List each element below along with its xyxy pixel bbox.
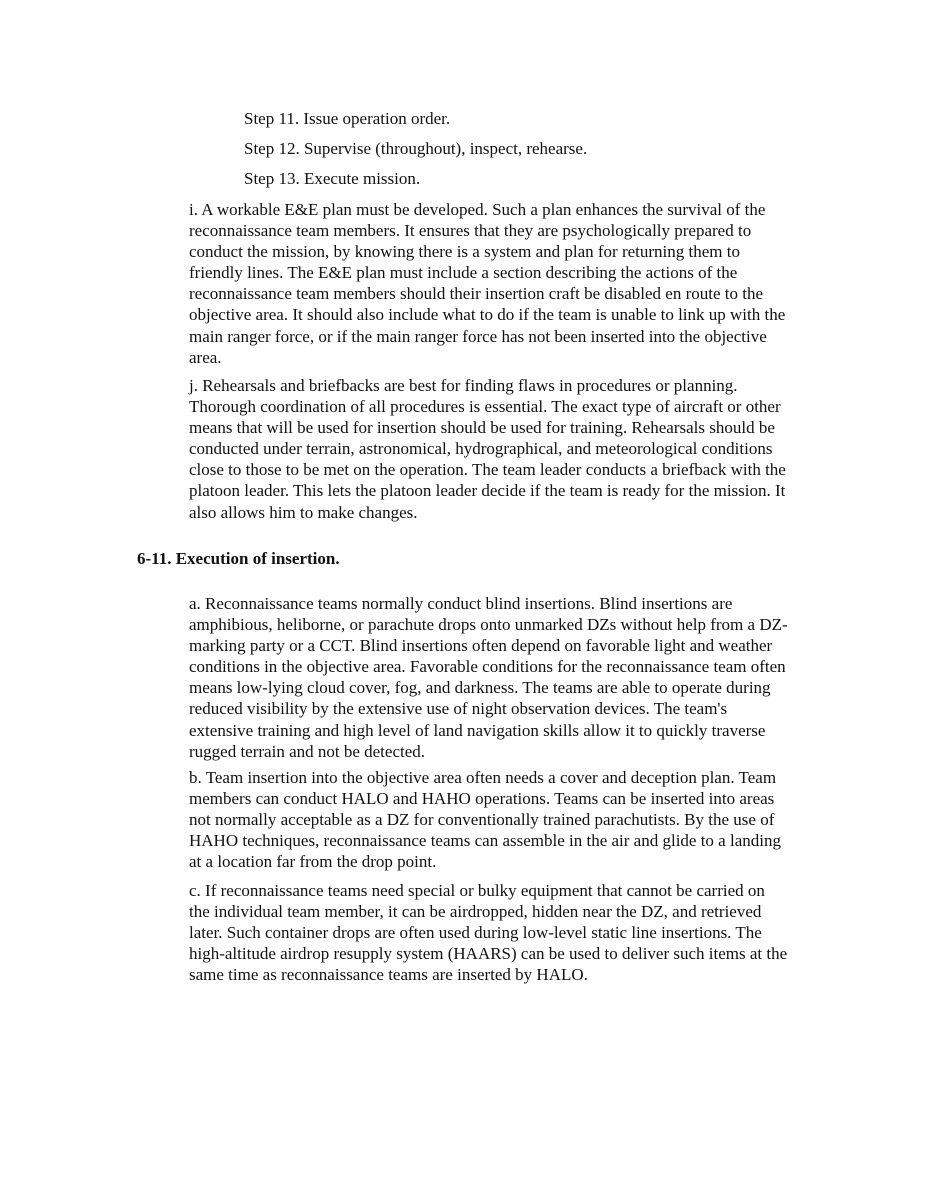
paragraph-a-block: [189, 593, 789, 762]
step-12: Step 12. Supervise (throughout), inspect, rehearse.: [244, 139, 588, 158]
paragraph-j-block: [189, 375, 789, 523]
paragraph-i: i. A workable E&E plan must be developed. Such a plan enhances the survival of the reconnaissance team members. It ensures that they are psychologically prepared to conduct the mission, by knowing there is a system and plan for returning them to friendly lines. The E&E plan must include a section describing the actions of the reconnaissance team members should their insertion craft be disabled en route to the objective area. It should also include what to do if the team is unable to link up with the main ranger force, or if the main ranger force has not been inserted into the objective area.: [189, 200, 786, 367]
paragraph-b-block: [189, 767, 789, 872]
paragraph-j: j. Rehearsals and briefbacks are best for finding flaws in procedures or planning. Thorough coordination of all procedures is essential. The exact type of aircraft or other means that will be used for insertion should be used for training. Rehearsals should be conducted under terrain, astronomical, hydrographical, and meteorological conditions close to those to be met on the operation. The team leader conducts a briefback with the platoon leader. This lets the platoon leader decide if the team is ready for the mission. It also allows him to make changes.: [189, 376, 786, 522]
paragraph-c: c. If reconnaissance teams need special or bulky equipment that cannot be carried on the individual team member, it can be airdropped, hidden near the DZ, and retrieved later. Such container drops are often used during low-level static line insertions. The high-altitude airdrop resupply system (HAARS) can be used to deliver such items at the same time as reconnaissance teams are inserted by HALO.: [189, 881, 788, 985]
paragraph-a: a. Reconnaissance teams normally conduct blind insertions. Blind insertions are amphibious, heliborne, or parachute drops onto unmarked DZs without help from a DZ-marking party or a CCT. Blind insertions often depend on favorable light and weather conditions in the objective area. Favorable conditions for the reconnaissance team often means low-lying cloud cover, fog, and darkness. The teams are able to operate during reduced visibility by the extensive use of night observation devices. The team's extensive training and high level of land navigation skills allow it to quickly traverse rugged terrain and not be detected.: [189, 594, 788, 761]
paragraph-i-block: [189, 199, 789, 368]
step-11: Step 11. Issue operation order.: [244, 109, 451, 128]
section-heading: 6-11. Execution of insertion.: [137, 549, 340, 568]
step-13: Step 13. Execute mission.: [244, 169, 421, 188]
paragraph-c-block: [189, 880, 789, 985]
step-list: [244, 108, 804, 198]
paragraph-b: b. Team insertion into the objective area often needs a cover and deception plan. Team members can conduct HALO and HAHO operations. Teams can be inserted into areas not normally acceptable as a DZ for conventionally trained parachutists. By the use of HAHO techniques, reconnaissance teams can assemble in the air and glide to a landing at a location far from the drop point.: [189, 768, 781, 872]
